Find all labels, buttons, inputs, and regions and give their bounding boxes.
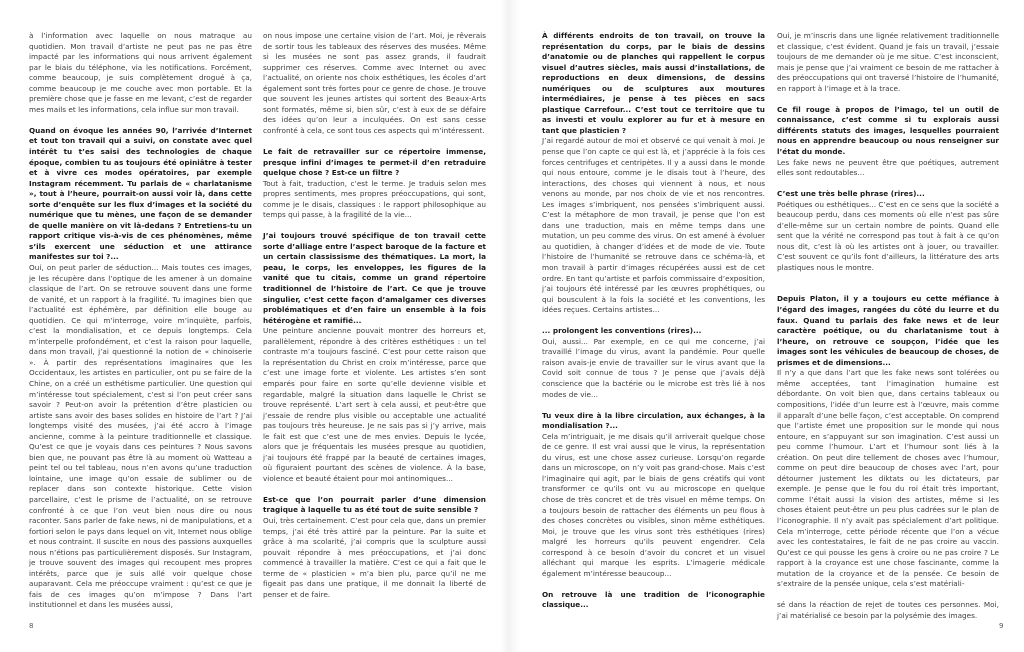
answer-paragraph: Les fake news ne peuvent être que poétiques, autrement elles sont redoutables... <box>777 157 999 178</box>
left-page <box>0 0 507 652</box>
answer-paragraph: Une peinture ancienne pouvait montrer des horreurs et, parallèlement, répondre à des critères esthétiques : un tel contraste m’a toujours fasciné. C’est pour cette raison que la représentation du Christ en croix m’intéresse, parce que c’est une image forte et violente. Les artistes s’en sont emparés pour faire en sorte qu’elle devienne visible et regardable, malgré la situation dans laquelle le Christ se trouve représenté. L’art sert à cela aussi, et peut-être que j’essaie de rendre plus visible ou acceptable une actualité pas toujours très heureuse. Je ne sais pas si j’y arrive, mais le fait est que c’est une de mes envies. Depuis le lycée, alors que je fréquentais les musées presque au quotidien, j’ai toujours été frappé par la beauté de certaines images, où figuraient pourtant des scènes de violence. À la base, violence et beauté étaient pour moi antinomiques... <box>263 326 486 483</box>
right-page <box>512 0 1024 652</box>
right-page-column-1 <box>542 31 765 611</box>
answer-paragraph: Oui, je m’inscris dans une lignée relativement traditionnelle et classique, c’est évident. Quand je fais un travail, j’essaie toujours de me demander où je me situe. C’est inconscient, mais je pense que j’ai vraiment ce besoin de me rattacher à des préoccupations qui ont traversé l’histoire de l’humanité, en rapport à l’image et à la trace. <box>777 31 999 93</box>
question-paragraph: À différents endroits de ton travail, on trouve la représentation du corps, par le biais de dessins d’anatomie ou de planches qui rappellent le corpus visuel d’autres siècles, mais aussi d’installations, de reproductions en deux dimensions, de dessins numériques ou de sculptures aux moutures intermédiaires, je pense à tes pièces en sacs plastique Carrefour... C’est tout ce territoire que tu as investi et voulu explorer au fur et à mesure en tant que plasticien ? <box>542 31 765 135</box>
page-number: 9 <box>999 622 1004 630</box>
answer-paragraph: Poétiques ou esthétiques... C’est en ce sens que la société a beaucoup perdu, dans ces moments où elle n’est pas sûre d’elle-même sur un certain nombre de points. Quand elle sent que la vérité ne correspond pas tout à fait à ce qu’on nous dit, c’est là où les artistes ont à jouer, ou travailler. C’est souvent ce qu’ils font d’ailleurs, la littérature des arts plastiques nous le montre. <box>777 199 999 272</box>
question-paragraph: C’est une très belle phrase (rires)... <box>777 189 925 199</box>
answer-paragraph: on nous impose une certaine vision de l’art. Moi, je rêverais de sortir tous les tableaux des réserves des musées. Même si les musées ne sont pas assez grands, il faudrait supprimer ces réserves. Comme avec Internet ou avec l’actualité, on oriente nos choix esthétiques, les écoles d’art également sont très fortes pour ce genre de chose. Je trouve que souvent les jeunes artistes qui sortent des Beaux-Arts sont formatés, même si, bien sûr, c’est à eux de se défaire des idées qu’on leur a inculquées. On est sans cesse confronté à cela, ce sont tous ces aspects qui m’intéressent. <box>263 31 486 135</box>
answer-paragraph: sé dans la réaction de rejet de toutes ces personnes. Moi, j’ai matérialisé ce besoin par la polysémie des images. <box>777 600 999 620</box>
question-paragraph: Tu veux dire à la libre circulation, aux échanges, à la mondialisation ?... <box>542 410 765 431</box>
answer-paragraph: Cela m’intriguait, je me disais qu’il arriverait quelque chose de ce genre. Il est vrai aussi que le virus, la représentation du virus, est une chose assez curieuse. Lorsqu’on regarde dans un microscope, on n’y voit pas grand-chose. Mais c’est l’imaginaire qui agit, par le biais de gens créatifs qui vont transformer ce qu’ils ont vu au microscope en quelque chose de très concret et de très visuel en même temps. On a toujours besoin de rattacher des éléments un peu flous à des choses concrètes ou visibles, sinon même esthétiques. Moi, je trouve que les virus sont très esthétiques (rires) malgré les horreurs qu’ils peuvent engendrer. Cela correspond à ce besoin d’avoir du concret et un visuel alléchant qui marque les esprits. L’imagerie médicale également m’intéresse beaucoup... <box>542 431 765 578</box>
answer-paragraph: Il n’y a que dans l’art que les fake news sont tolérées ou même acceptées, tant l’imagination humaine est débordante. On voit bien que, dans certains tableaux ou compositions, l’idée d’un leurre est à l’œuvre, mais comme il apparaît d’une belle façon, c’est acceptable. On comprend que l’artiste émet une proposition sur le monde qui nous entoure, en s’appuyant sur son imagination. C’est aussi un peu comme l’humour. L’art et l’humour sont liés à la création. On peut dire tellement de choses avec l’humour, comme on peut dire beaucoup de choses avec l’art, pour détourner justement les diktats ou les dictateurs, par exemple. Je pense que le fou du roi était très important, comme l’était aussi la vision des artistes, même si les choses étaient peut-être un peu plus cadrées sur le plan de l’iconographie. Il n’y avait pas spécialement d’art politique. Cela m’interroge, cette période récente que l’on a vécue avec les contestataires, le fait de ne pas croire au vaccin. Qu’est ce qui pousse les gens à croire ou ne pas croire ? Le rapport à la croyance est une chose fascinante, comme la mutation de la croyance et de la pensée. Ce besoin de s’extraire de la pensée unique, cela s’est matériali- <box>777 368 999 589</box>
question-paragraph: Est-ce que l’on pourrait parler d’une dimension tragique à laquelle tu as été tout de suite sensible ? <box>263 494 486 515</box>
answer-paragraph: Oui, on peut parler de séduction... Mais toutes ces images, je les récupère dans l’optique de les amener à un domaine classique de l’art. On se retrouve souvent dans une forme de vanité, et un rapport à la fragilité. Tu imagines bien que l’actualité est éphémère, par définition elle bouge au quotidien. Ce qui m’interroge, voire m’inquiète, parfois, c’est la mondialisation, et ce depuis longtemps. Cela m’interpelle profondément, et c’est la raison pour laquelle, dans mon travail, j’ai questionné la notion de « chinoiserie ». À partir des représentations imaginaires que les Occidentaux, les artistes en particulier, ont pu se faire de la Chine, on a créé un esthétisme particulier. Une question qui m’intéresse tout spécialement, c’est si l’on peut créer sans savoir ? Peut-on avoir la prétention d’être plasticien ou artiste sans avoir des bases solides en histoire de l’art ? J’ai longtemps visité des musées, j’ai été accro à l’image ancienne, comme à la peinture traditionnelle et classique. Qu’est ce que je voyais dans ces peintures ? Nous savons bien que, ne pouvant pas être là au moment où Watteau a peint tel ou tel tableau, nous n’en avons qu’une traduction lointaine, une image qu’on essaie de sublimer ou de replacer dans son contexte historique. Cette vision parcellaire, c’est le prisme de l’actualité, on se retrouve confronté à ce que l’on veut bien nous dire ou nous raconter. Sans parler de fake news, ni de manipulations, et a fortiori selon le pays dans lequel on vit, Internet nous oblige et nous contraint. Il suscite en nous des passions auxquelles nous n’étions pas particulièrement disposés. Sur Instagram, je trouve souvent des images qui recoupent mes propres intérêts, parce que je suis allé voir quelque chose auparavant. Cela me préoccupe vraiment : qu’est ce que je fais de ces images qu’on m’impose ? Dans l’art institutionnel et dans les musées aussi, <box>29 262 252 610</box>
question-paragraph: Depuis Platon, il y a toujours eu cette méfiance à l’égard des images, rangées du côté du leurre et du faux. Quand tu parlais des fake news et de leur caractère poétique, ou du charlatanisme tout à l’heure, on retrouve ce soupçon, l’idée que les images sont les véhicules de beaucoup de choses, de prismes et de dimensions... <box>777 294 999 367</box>
question-paragraph: On retrouve là une tradition de l’iconographie classique... <box>542 589 765 610</box>
right-page-column-2 <box>777 31 999 621</box>
question-paragraph: Quand on évoque les années 90, l’arrivée d’Internet et tout ton travail qui a suivi, on constate avec quel intérêt tu t’es saisi des technologies de chaque époque, combien tu as toujours été opiniâtre à tester et à vivre ces modes opératoires, par exemple Instagram récemment. Tu parlais de « charlatanisme », tout à l’heure, pourrait-on aussi voir là, dans cette sorte d’enquête sur les flux d’images et la société du numérique que tu mènes, une façon de se demander de quelle manière on vit là-dedans ? Entretiens-tu un rapport critique vis-à-vis de ces phénomènes, même s’ils exercent une séduction et une attirance manifestes sur toi ?... <box>29 125 252 262</box>
question-paragraph: Ce fil rouge à propos de l’imago, tel un outil de connaissance, c’est comme si tu explorais aussi différents statuts des images, lesquelles pourraient nous en apprendre beaucoup ou nous renseigner sur l’état du monde. <box>777 104 999 156</box>
answer-paragraph: Oui, aussi... Par exemple, en ce qui me concerne, j’ai travaillé l’image du virus, avant la pandémie. Pour quelle raison avais-je envie de travailler sur le virus avant que la Covid soit connue de tous ? Je pense que j’avais déjà conscience que la bactérie ou le microbe est très lié à nos modes de vie... <box>542 336 765 399</box>
left-page-column-1 <box>29 31 252 611</box>
answer-paragraph: Tout à fait, traduction, c’est le terme. Je traduis selon mes propres sentiments, mes propres préoccupations, qui sont, comme je le disais, classiques : le rapport philosophique au temps qui passe, à la fragilité de la vie... <box>263 178 486 220</box>
page-number: 8 <box>29 622 34 630</box>
question-paragraph: Le fait de retravailler sur ce répertoire immense, presque infini d’images te permet-il d’en retraduire quelque chose ? Est-ce un filtre ? <box>263 146 486 178</box>
left-page-column-2 <box>263 31 486 600</box>
question-paragraph: ... prolongent les conventions (rires)... <box>542 326 702 336</box>
question-paragraph: J’ai toujours trouvé spécifique de ton travail cette sorte d’alliage entre l’aspect baroque de la facture et un certain classissisme des thématiques. La mort, la peau, le corps, les enveloppes, les figures de la vanité que tu citais, comme un grand répertoire traditionnel de l’histoire de l’art. Ce que je trouve singulier, c’est cette façon d’amalgamer ces diverses problématiques et d’en faire un ensemble à la fois hétérogène et ramifié... <box>263 231 486 325</box>
answer-paragraph: à l’information avec laquelle on nous matraque au quotidien. Mon travail d’artiste ne peut pas ne pas être impacté par les informations qui nous arrivent également par le biais du téléphone, via les notifications. Forcément, comme beaucoup, je suis complètement drogué à ça, comme beaucoup je me couche avec mon portable. Et la première chose que je fasse en me levant, c’est de regarder mes mails et les informations, cela influe sur mon travail. <box>29 31 252 114</box>
answer-paragraph: Oui, très certainement. C’est pour cela que, dans un premier temps, j’ai été très attiré par la peinture. Par la suite et grâce à ma scolarité, j’ai compris que la sculpture aussi pouvait répondre à mes préoccupations, et j’ai donc commencé à travailler la matière. C’est ce qui a fait que le terme de « plasticien » m’a bien plu, parce qu’il ne me figeait pas dans une pratique, il me donnait la liberté de penser et de faire. <box>263 516 486 599</box>
answer-paragraph: J’ai regardé autour de moi et observé ce qui venait à moi. Je pense que l’on capte ce qui est là, et j’apprécie à la fois ces forces centrifuges et centripètes. Il y a aussi dans le monde qui nous entoure, comme je le disais tout à l’heure, des interactions, des choses qui viennent à nous, et nous venons au monde, par nos choix de vie et nos rencontres. Les images s’imbriquent, nos pensées s’imbriquent aussi. C’est la métaphore de mon travail, je pense que l’on est dans une traduction, mais en même temps dans une mutation, un peu comme des virus. On est amené à évoluer au quotidien, à changer d’idées et de mode de vie. Toute l’histoire de l’humanité se retrouve dans ce schéma-là, et mon travail à partir d’images récupérées aussi est de cet ordre. En tant qu’artiste et parfois commissaire d’exposition, j’ai toujours été intéressé par les œuvres prophétiques, ou qui bousculent à la fois la société et les conventions, les idées reçues. Certains artistes... <box>542 136 765 315</box>
